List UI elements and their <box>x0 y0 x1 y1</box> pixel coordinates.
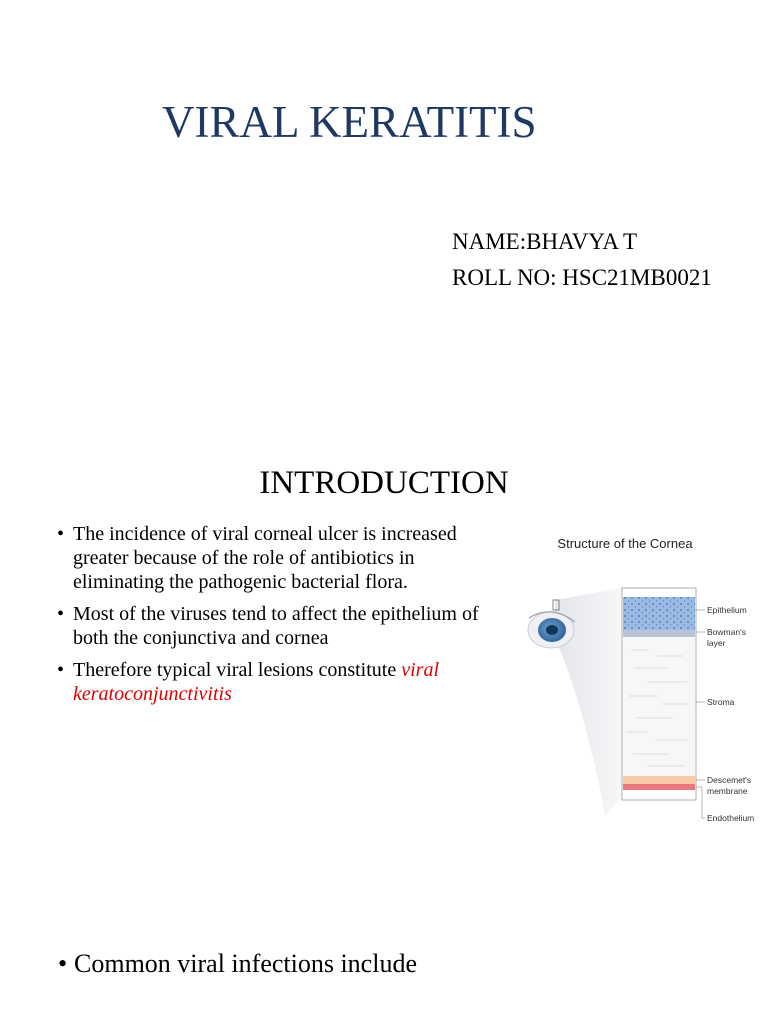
bowmans-layer <box>623 630 695 637</box>
next-slide-bullet <box>58 948 417 980</box>
figure-title: Structure of the Cornea <box>557 536 693 551</box>
bullet-text: Therefore typical viral lesions constitute <box>73 659 402 681</box>
label-bowmans-2: layer <box>707 638 726 648</box>
bullet-dot: • <box>57 659 65 681</box>
bullet-dot: • <box>57 603 65 625</box>
introduction-bullets <box>57 522 489 714</box>
stroma-layer <box>623 637 695 776</box>
label-epithelium: Epithelium <box>707 605 747 615</box>
introduction-slide <box>0 440 768 1024</box>
bullet-text: The incidence of viral corneal ulcer is increased greater because of the role of antibiotics in eliminating the pathogenic bacterial flora. <box>73 523 457 593</box>
bullet-item <box>57 658 489 706</box>
author-info <box>452 224 712 296</box>
introduction-heading: INTRODUCTION <box>259 465 509 501</box>
label-bowmans-1: Bowman's <box>707 627 746 637</box>
bullet-text: Most of the viruses tend to affect the epithelium of both the conjunctiva and cornea <box>73 603 479 649</box>
label-stroma: Stroma <box>707 697 735 707</box>
roll-number: ROLL NO: HSC21MB0021 <box>452 265 712 290</box>
bullet-text: Common viral infections include <box>74 949 417 978</box>
label-endothelium: Endothelium <box>707 813 755 823</box>
label-descemets-2: membrane <box>707 786 748 796</box>
presentation-title: VIRAL KERATITIS <box>162 97 537 147</box>
eye-icon <box>528 612 575 648</box>
bullet-dot: • <box>58 949 68 978</box>
bullet-item <box>57 522 489 594</box>
author-name: NAME:BHAVYA T <box>452 229 638 254</box>
label-descemets-1: Descemet's <box>707 775 752 785</box>
cornea-structure-diagram <box>497 518 755 838</box>
title-slide <box>0 0 768 440</box>
cornea-cross-section <box>622 588 696 800</box>
endothelium-layer <box>623 784 695 790</box>
bullet-dot: • <box>57 523 65 545</box>
bullet-item <box>57 602 489 650</box>
highlighted-term: viral keratoconjunctivitis <box>73 659 440 705</box>
descemets-layer <box>623 776 695 784</box>
